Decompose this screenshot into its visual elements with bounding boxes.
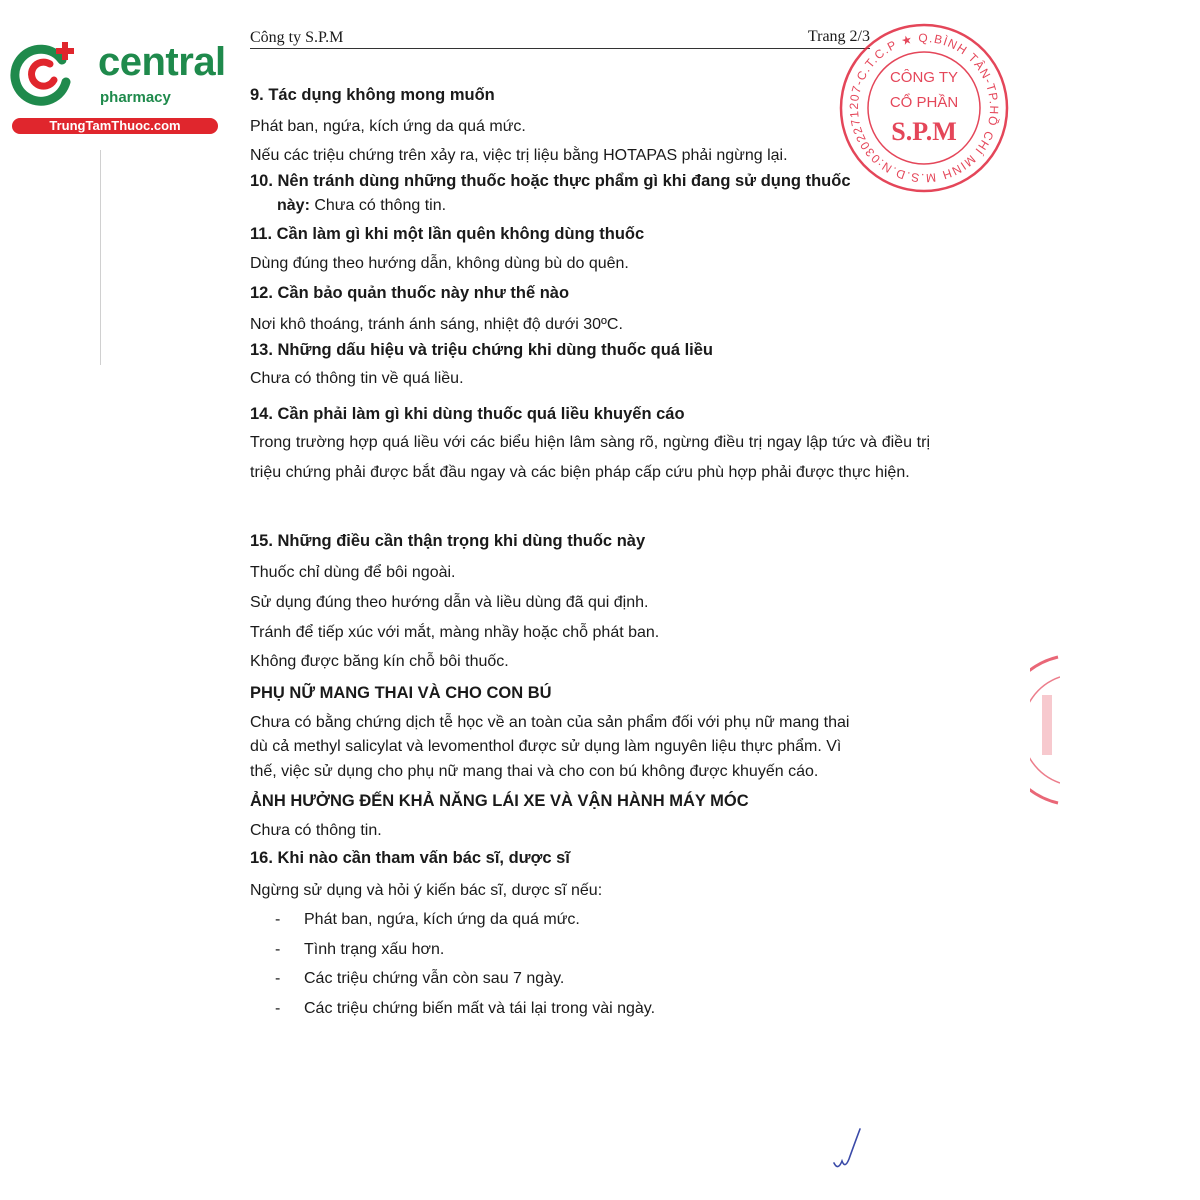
header-page-number: Trang 2/3 (807, 28, 870, 45)
pregnancy-line: Chưa có bằng chứng dịch tễ học về an toàn của sản phẩm đối với phụ nữ mang thai (250, 714, 850, 731)
stamp-ring-text: M.S.D.N:0302271207-C.T.C.P ★ Q.BÌNH TÂN-TP.HỒ CHÍ MINH (846, 30, 1002, 186)
logo-name: central (98, 40, 226, 84)
section-16-item: Các triệu chứng vẫn còn sau 7 ngày. (304, 970, 565, 987)
signature-mark (830, 1125, 866, 1175)
list-dash: - (275, 941, 281, 958)
section-16-intro: Ngừng sử dụng và hỏi ý kiến bác sĩ, dược sĩ nếu: (250, 882, 603, 899)
list-dash: - (275, 1000, 281, 1017)
driving-text: Chưa có thông tin. (250, 822, 382, 839)
section-13-text: Chưa có thông tin về quá liều. (250, 370, 464, 387)
section-15-item: Thuốc chỉ dùng để bôi ngoài. (250, 564, 456, 581)
partial-stamp-edge (1030, 655, 1060, 805)
section-10-title-end: này: (277, 197, 310, 214)
section-16-title: 16. Khi nào cần tham vấn bác sĩ, dược sĩ (250, 849, 570, 867)
section-13-title: 13. Những dấu hiệu và triệu chứng khi dùng thuốc quá liều (250, 341, 714, 359)
section-9-text-2: Nếu các triệu chứng trên xảy ra, việc trị liệu bằng HOTAPAS phải ngừng lại. (250, 147, 788, 164)
section-16-item: Phát ban, ngứa, kích ứng da quá mức. (304, 911, 580, 928)
section-10-answer (277, 196, 446, 216)
stamp-line-1: CÔNG TY (889, 69, 959, 86)
pregnancy-title: PHỤ NỮ MANG THAI VÀ CHO CON BÚ (250, 684, 552, 702)
section-11-text: Dùng đúng theo hướng dẫn, không dùng bù do quên. (250, 255, 629, 272)
scan-margin-line (100, 150, 101, 365)
section-16-item: Tình trạng xấu hơn. (304, 941, 445, 958)
section-9-text-1: Phát ban, ngứa, kích ứng da quá mức. (250, 118, 526, 135)
logo-subtitle: pharmacy (100, 89, 171, 106)
section-16-item: Các triệu chứng biến mất và tái lại trong vài ngày. (304, 1000, 656, 1017)
company-stamp (838, 22, 1010, 194)
section-14-text: Trong trường hợp quá liều với các biểu hiện lâm sàng rõ, ngừng điều trị ngay lập tức và điều trị triệu chứng phải được bắt đầu ngay và các biện pháp cấp cứu phù hợp phải được thực hiện. (250, 434, 930, 481)
pharmacy-logo (10, 38, 226, 138)
section-15-item: Không được băng kín chỗ bôi thuốc. (250, 653, 509, 670)
header-company: Công ty S.P.M (250, 29, 344, 46)
driving-title: ẢNH HƯỞNG ĐẾN KHẢ NĂNG LÁI XE VÀ VẬN HÀNH MÁY MÓC (250, 792, 749, 810)
logo-website[interactable]: TrungTamThuoc.com (12, 118, 218, 134)
section-10-value: Chưa có thông tin. (309, 197, 447, 214)
section-12-title: 12. Cần bảo quản thuốc này như thế nào (250, 284, 570, 302)
page-header (250, 28, 870, 49)
central-pharmacy-logo-icon (10, 38, 82, 110)
section-11-title: 11. Cần làm gì khi một lần quên không dùng thuốc (250, 225, 645, 243)
section-15-title: 15. Những điều cần thận trọng khi dùng thuốc này (250, 532, 646, 550)
stamp-line-3: S.P.M (891, 117, 957, 146)
section-15-item: Sử dụng đúng theo hướng dẫn và liều dùng đã qui định. (250, 594, 649, 611)
section-10-title: 10. Nên tránh dùng những thuốc hoặc thực phẩm gì khi đang sử dụng thuốc (250, 172, 851, 190)
section-15-item: Tránh để tiếp xúc với mắt, màng nhầy hoặc chỗ phát ban. (250, 624, 660, 641)
section-9-title: 9. Tác dụng không mong muốn (250, 86, 495, 104)
stamp-line-2: CỔ PHẦN (889, 94, 959, 111)
pregnancy-line: dù cả methyl salicylat và levomenthol được sử dụng làm nguyên liệu thực phẩm. Vì (250, 738, 842, 755)
list-dash: - (275, 970, 281, 987)
pregnancy-line: thế, việc sử dụng cho phụ nữ mang thai và cho con bú không được khuyến cáo. (250, 763, 819, 780)
list-dash: - (275, 911, 281, 928)
section-14-title: 14. Cần phải làm gì khi dùng thuốc quá liều khuyến cáo (250, 405, 685, 423)
section-12-text: Nơi khô thoáng, tránh ánh sáng, nhiệt độ dưới 30ºC. (250, 316, 623, 333)
